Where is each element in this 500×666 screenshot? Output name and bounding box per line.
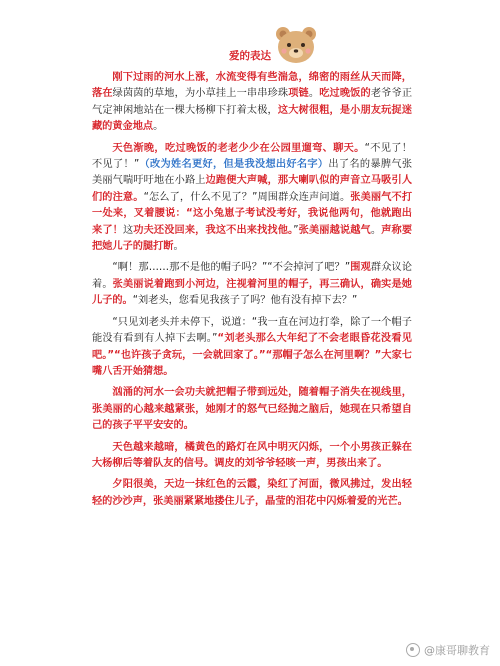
- highlight-red-text: 夕阳很美，天边一抹红色的云霞，染红了河面，微风拂过，发出轻轻的沙沙声，张美丽紧紧地搂住儿子，晶莹的泪花中闪烁着爱的光芒。: [92, 479, 412, 507]
- body-text: “啊！那……那不是他的帽子吗？”“不会掉河了吧？”: [112, 262, 351, 274]
- watermark-text: @康哥聊教育: [424, 644, 490, 657]
- document-title: 爱的表达: [229, 50, 271, 62]
- body-text: 。: [173, 241, 184, 253]
- body-text: 出了名的暴脾气张美丽气喘吁吁地在小路上: [92, 159, 413, 187]
- highlight-red-text: 吃过晚饭的: [319, 88, 371, 100]
- highlight-red-text: 边跑便大声喊，那大喇叭似的声音立马吸引人们的注意。: [92, 175, 413, 203]
- highlight-red-text: 张美丽说着跑到小河边，注视着河里的帽子，再三确认，确实是她儿子的。: [92, 278, 412, 307]
- highlight-red-text: 张美丽气不打一处来，叉着腰说：“这小兔崽子考试没考好，我说他两句，他就跑出来了！: [92, 191, 413, 236]
- body-text: 绿茵茵的草地，为小草挂上一串串珍珠: [112, 88, 289, 100]
- body-text: 。: [308, 88, 320, 100]
- body-text: 这: [122, 224, 134, 236]
- highlight-red-text: 张美丽越说越气: [298, 224, 371, 236]
- highlight-red-text: 天色越来越暗，橘黄色的路灯在风中明灭闪烁，一个小男孩正躲在大杨柳后等着队友的信号。调皮的刘爷爷轻咳一声，男孩出来了。: [92, 441, 412, 469]
- body-text: “怎么了，什么不见了？”周围群众连声问道。: [143, 191, 351, 203]
- body-text: “不见了！不见了！”: [92, 142, 412, 171]
- paragraph: [92, 315, 412, 381]
- body-text: “刘老头，您看见我孩子了吗？他有没有掉下去？”: [132, 295, 358, 307]
- annotation-blue-text: （改为姓名更好，但是我没想出好名字）: [139, 159, 329, 171]
- document-body: [92, 70, 412, 515]
- highlight-red-text: 功夫还没回来，我这不出来找找他。: [133, 224, 294, 236]
- paragraph: [92, 477, 412, 510]
- highlight-red-text: 汹涌的河水一会功夫就把帽子带到远处，随着帽子消失在视线里，张美丽的心越来越紧张，她刚才的怒气已经抛之脑后，她现在只希望自己的孩子平平安安的。: [92, 387, 412, 432]
- body-text: ”: [293, 224, 299, 236]
- body-text: 。: [370, 224, 382, 236]
- highlight-red-text: 刚下过雨的河水上涨，水流变得有些湍急，绵密的雨丝从天而降，落在: [92, 72, 412, 100]
- body-text: 。: [153, 121, 164, 133]
- paragraph: [92, 385, 412, 434]
- highlight-red-text: 这大树很粗，是小朋友玩捉迷藏的黄金地点: [92, 104, 413, 133]
- paragraph: [92, 70, 412, 136]
- teddy-bear-icon: [270, 20, 322, 72]
- highlight-red-text: “刘老头那么大年纪了不会老眼昏花没看见吧。”“也许孩子贪玩，一会就回家了。”“那帽子怎么在河里啊？”大家七嘴八舌开始猜想。: [92, 333, 412, 377]
- paragraph: [92, 260, 412, 309]
- watermark: [406, 642, 490, 658]
- paragraph: [92, 440, 412, 473]
- highlight-red-text: 项链: [288, 88, 309, 100]
- body-text: 老爷爷正气定神闲地站在一棵大杨柳下打着太极，: [92, 88, 413, 116]
- highlight-red-text: 围观: [350, 262, 371, 274]
- body-text: 群众议论着。: [92, 262, 413, 290]
- highlight-red-text: 声称要把她儿子的腿打断: [92, 224, 413, 253]
- body-text: “只见刘老头并未停下，说道：“我一直在河边打拳，除了一个帽子能没有看到有人掉下去啊。”: [92, 316, 412, 345]
- paragraph: [92, 141, 412, 256]
- watermark-logo-icon: [406, 643, 420, 657]
- highlight-red-text: 天色渐晚，吃过晚饭的老老少少在公园里遛弯、聊天。: [112, 142, 365, 154]
